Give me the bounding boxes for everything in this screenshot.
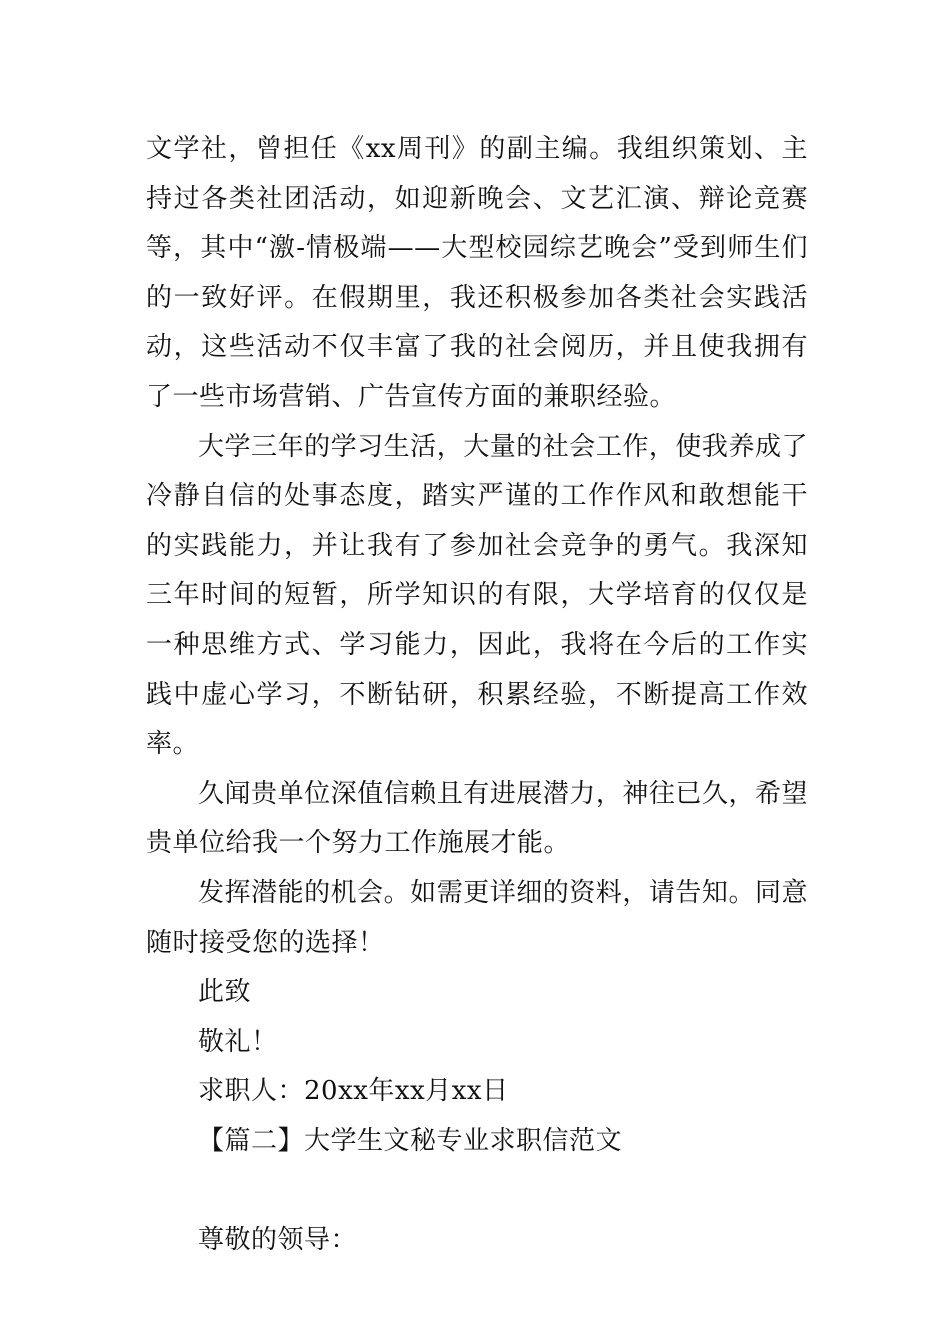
section-title: 【篇二】大学生文秘专业求职信范文 [198,1125,623,1156]
paragraph-opportunity: 发挥潜能的机会。如需更详细的资料，请告知。同意随时接受您的选择！ [146,877,808,958]
salute-line: 敬礼！ [198,1026,278,1057]
closing-line: 此致 [198,977,252,1008]
greeting-line: 尊敬的领导： [198,1225,358,1256]
paragraph-activities: 文学社，曾担任《xx周刊》的副主编。我组织策划、主持过各类社团活动，如迎新晚会、文艺汇演、辩论竞赛等，其中“激-情极端——大型校园综艺晚会”受到师生们的一致好评。在假期里，我还积极参加各类社会实践活动，这些活动不仅丰富了我的社会阅历，并且使我拥有了一些市场营销、广告宣传方面的兼职经验。 [146,134,808,412]
letter-body [146,125,808,1266]
blank-line [146,1166,808,1216]
signature-line: 求职人：20xx年xx月xx日 [198,1076,509,1107]
paragraph-university-life: 大学三年的学习生活，大量的社会工作，使我养成了冷静自信的处事态度，踏实严谨的工作作风和敢想能干的实践能力，并让我有了参加社会竞争的勇气。我深知三年时间的短暂，所学知识的有限，大学培育的仅仅是一种思维方式、学习能力，因此，我将在今后的工作实践中虚心学习，不断钻研，积累经验，不断提高工作效率。 [146,431,808,760]
paragraph-interest: 久闻贵单位深值信赖且有进展潜力，神往已久，希望贵单位给我一个努力工作施展才能。 [146,778,808,859]
